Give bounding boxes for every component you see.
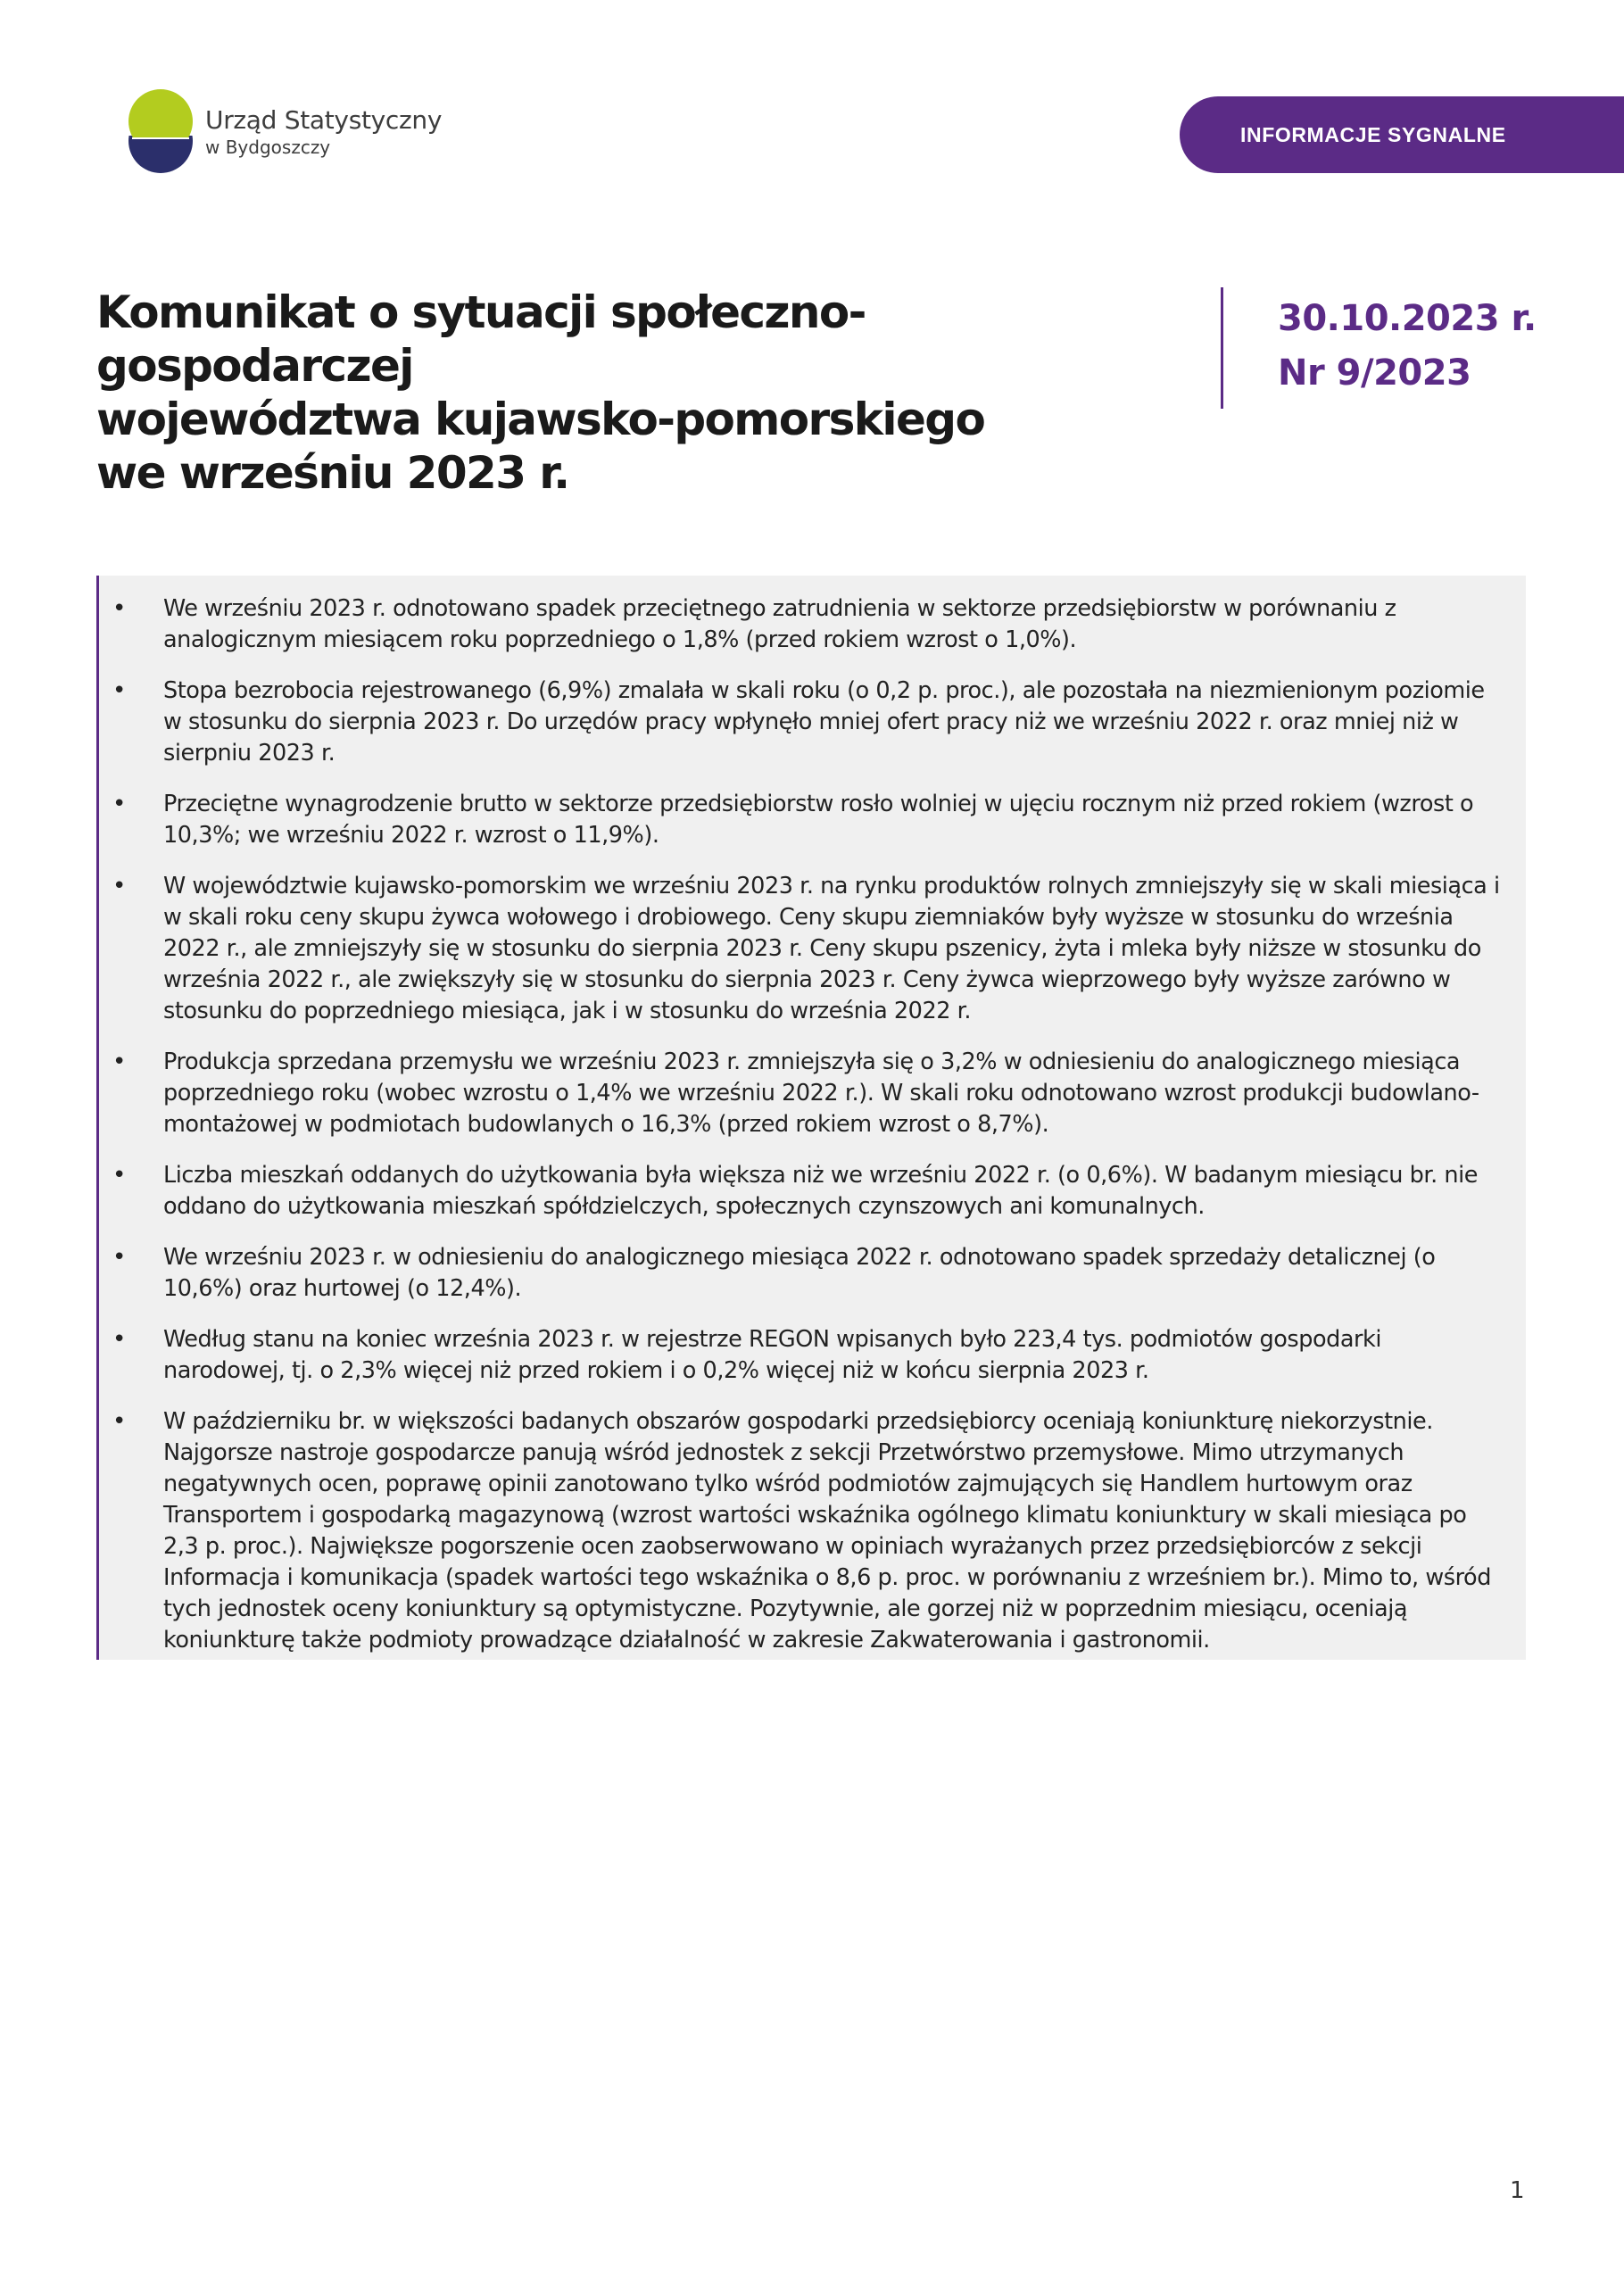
list-item xyxy=(99,871,1508,1027)
bullet-icon: • xyxy=(112,1244,126,1271)
page-number: 1 xyxy=(1510,2177,1525,2204)
bullet-icon: • xyxy=(112,873,126,899)
logo-mark-icon xyxy=(127,86,195,184)
bullet-icon: • xyxy=(112,791,126,817)
bullet-icon: • xyxy=(112,1326,126,1353)
list-item-text: We wrześniu 2023 r. w odniesieniu do analogicznego miesiąca 2022 r. odnotowano spadek sprzedaży detalicznej (o 10,6%) oraz hurtowej (o 12,4%). xyxy=(163,1244,1436,1302)
logo-name: Urząd Statystyczny xyxy=(205,105,443,135)
issue-number: Nr 9/2023 xyxy=(1278,352,1471,394)
title-line: Komunikat o sytuacji społeczno-gospodarczej xyxy=(96,286,866,392)
list-item xyxy=(99,1406,1508,1656)
list-item-text: Przeciętne wynagrodzenie brutto w sektorze przedsiębiorstw rosło wolniej w ujęciu rocznym niż przed rokiem (wzrost o 10,3%; we wrześniu 2022 r. wzrost o 11,9%). xyxy=(163,791,1474,849)
logo-text xyxy=(205,105,442,159)
bullet-icon: • xyxy=(112,595,126,622)
list-item-text: Według stanu na koniec września 2023 r. w rejestrze REGON wpisanych było 223,4 tys. podmiotów gospodarki narodowej, tj. o 2,3% więcej niż przed rokiem i o 0,2% więcej niż w końcu sierpnia 2023 r. xyxy=(163,1326,1381,1384)
page-title xyxy=(96,286,1167,500)
summary-panel xyxy=(96,576,1526,1660)
divider xyxy=(1221,287,1223,409)
list-item xyxy=(99,1047,1508,1140)
list-item-text: Liczba mieszkań oddanych do użytkowania była większa niż we wrześniu 2022 r. (o 0,6%). W badanym miesiącu br. nie oddano do użytkowania mieszkań spółdzielczych, społecznych czynszowych ani komunalnych. xyxy=(163,1162,1478,1220)
bullet-icon: • xyxy=(112,1162,126,1189)
list-item xyxy=(99,676,1508,769)
bullet-icon: • xyxy=(112,1049,126,1075)
list-item xyxy=(99,789,1508,851)
publication-date: 30.10.2023 r. xyxy=(1278,298,1537,339)
category-tag: INFORMACJE SYGNALNE xyxy=(1180,96,1624,173)
logo-city: w Bydgoszczy xyxy=(205,137,331,158)
bullet-icon: • xyxy=(112,677,126,704)
summary-list xyxy=(99,593,1508,1656)
list-item xyxy=(99,1324,1508,1387)
list-item-text: We wrześniu 2023 r. odnotowano spadek przeciętnego zatrudnienia w sektorze przedsiębiorstw w porównaniu z analogicznym miesiącem roku poprzedniego o 1,8% (przed rokiem wzrost o 1,0%). xyxy=(163,595,1396,653)
list-item-text: W październiku br. w większości badanych obszarów gospodarki przedsiębiorcy oceniają koniunkturę niekorzystnie. Najgorsze nastroje gospodarcze panują wśród jednostek z sekcji Przetwórstwo przemysłowe. Mimo utrzymanych negatywnych ocen, poprawę opinii zanotowano tylko wśród podmiotów zajmujących się Handlem hurtowym oraz Transportem i gospodarką magazynową (wzrost wartości wskaźnika ogólnego klimatu koniunktury w skali miesiąca po 2,3 p. proc.). Największe pogorszenie ocen zaobserwowano w opiniach wyrażanych przez przedsiębiorców z sekcji Informacja i komunikacja (spadek wartości tego wskaźnika o 8,6 p. proc. w porównaniu z wrześniem br.). Mimo to, wśród tych jednostek oceny koniunktury są optymistyczne. Pozytywnie, ale gorzej niż w poprzednim miesiącu, oceniają koniunkturę także podmioty prowadzące działalność w zakresie Zakwaterowania i gastronomii. xyxy=(163,1408,1491,1654)
list-item-text: Produkcja sprzedana przemysłu we wrześniu 2023 r. zmniejszyła się o 3,2% w odniesieniu do analogicznego miesiąca poprzedniego roku (wobec wzrostu o 1,4% we wrześniu 2022 r.). W skali roku odnotowano wzrost produkcji budowlano-montażowej w podmiotach budowlanych o 16,3% (przed rokiem wzrost o 8,7%). xyxy=(163,1049,1479,1138)
bullet-icon: • xyxy=(112,1408,126,1435)
list-item xyxy=(99,1242,1508,1305)
list-item-text: Stopa bezrobocia rejestrowanego (6,9%) zmalała w skali roku (o 0,2 p. proc.), ale pozostała na niezmienionym poziomie w stosunku do sierpnia 2023 r. Do urzędów pracy wpłynęło mniej ofert pracy niż we wrześniu 2022 r. oraz mniej niż w sierpniu 2023 r. xyxy=(163,677,1485,767)
title-line: we wrześniu 2023 r. xyxy=(96,447,569,499)
list-item xyxy=(99,1160,1508,1223)
logo xyxy=(127,86,501,184)
title-line: województwa kujawsko-pomorskiego xyxy=(96,394,985,445)
list-item xyxy=(99,593,1508,656)
list-item-text: W województwie kujawsko-pomorskim we wrześniu 2023 r. na rynku produktów rolnych zmniejszyły się w skali miesiąca i w skali roku ceny skupu żywca wołowego i drobiowego. Ceny skupu ziemniaków były wyższe w stosunku do września 2022 r., ale zmniejszyły się w stosunku do sierpnia 2023 r. Ceny skupu pszenicy, żyta i mleka były niższe w stosunku do września 2022 r., ale zwiększyły się w stosunku do sierpnia 2023 r. Ceny żywca wieprzowego były wyższe zarówno w stosunku do poprzedniego miesiąca, jak i w stosunku do września 2022 r. xyxy=(163,873,1500,1024)
